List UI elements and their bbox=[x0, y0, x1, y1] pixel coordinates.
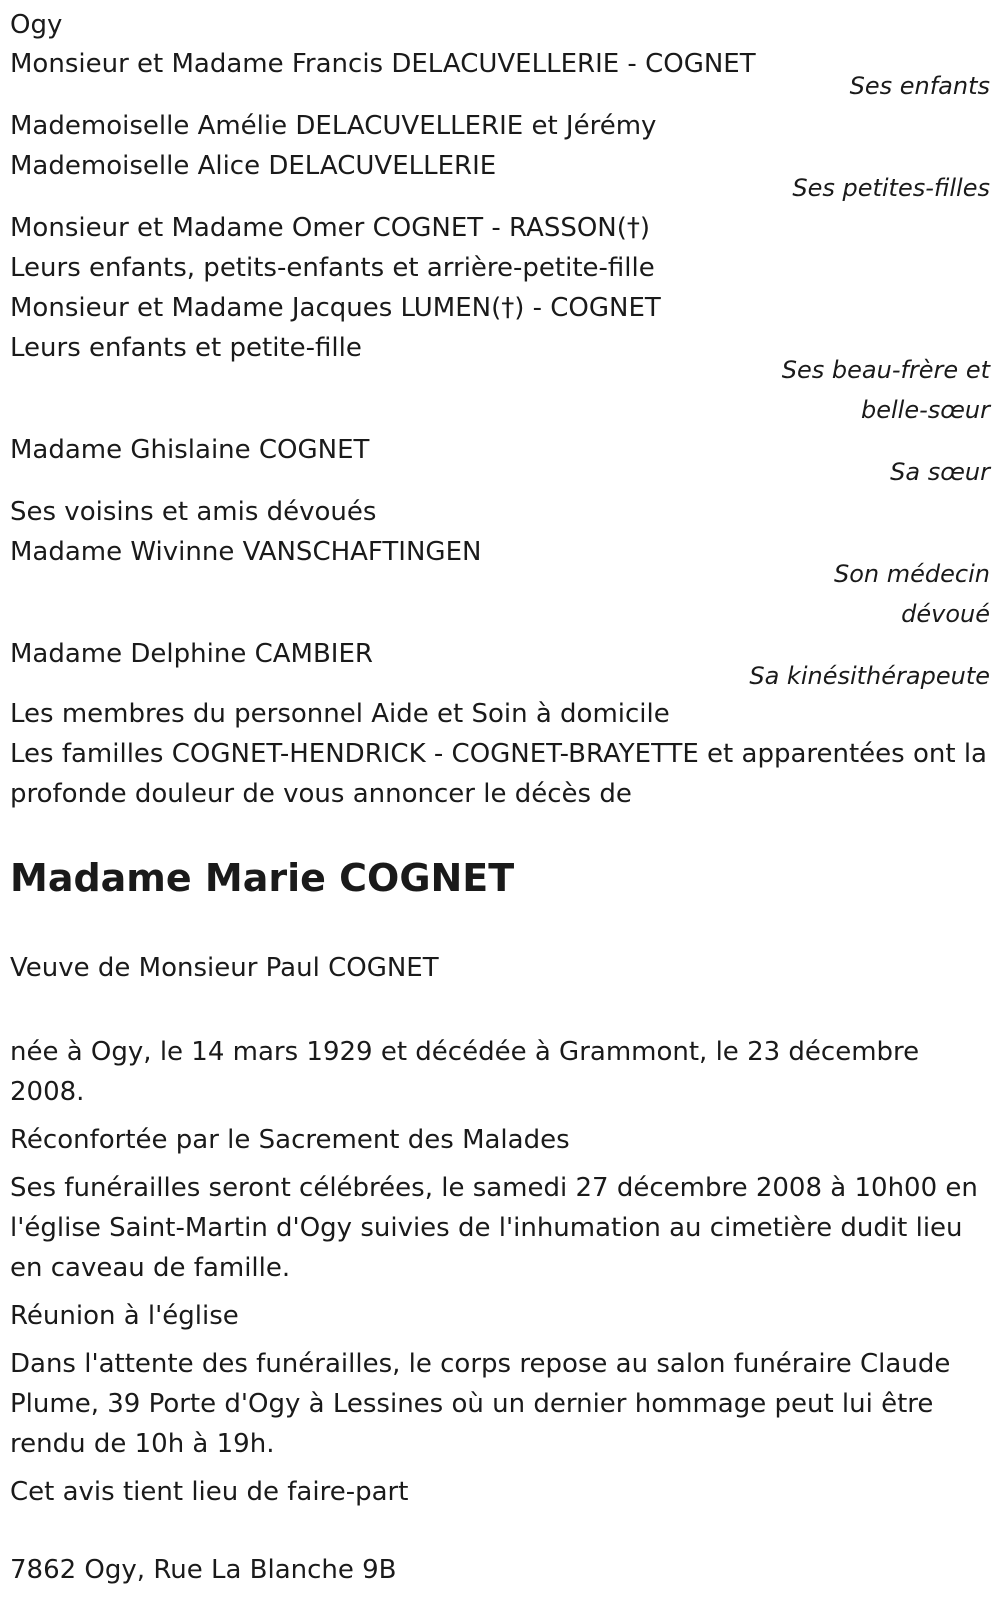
family-line: Mademoiselle Alice DELACUVELLERIE bbox=[10, 151, 497, 181]
family-line: Mademoiselle Amélie DELACUVELLERIE et Jérémy bbox=[10, 111, 657, 141]
family-line: Monsieur et Madame Omer COGNET - RASSON(†) bbox=[10, 213, 651, 243]
family-group-in-laws bbox=[10, 208, 992, 430]
funeral-details: Ses funérailles seront célébrées, le samedi 27 décembre 2008 à 10h00 en l'église Saint-Martin d'Ogy suivies de l'inhumation au cimetière dudit lieu en caveau de famille. bbox=[10, 1173, 978, 1283]
family-role: Son médecin bbox=[834, 560, 990, 588]
family-line: Leurs enfants, petits-enfants et arrière-petite-fille bbox=[10, 253, 655, 283]
village-name: Ogy bbox=[10, 10, 63, 40]
family-role: Ses petites-filles bbox=[792, 174, 990, 202]
family-group-granddaughters bbox=[10, 106, 992, 208]
family-line: Madame Delphine CAMBIER bbox=[10, 639, 373, 669]
family-group-doctor bbox=[10, 492, 992, 634]
family-line: Madame Wivinne VANSCHAFTINGEN bbox=[10, 537, 482, 567]
family-group-physio bbox=[10, 634, 992, 696]
family-line: Monsieur et Madame Francis DELACUVELLERIE - COGNET bbox=[10, 49, 756, 79]
address-line: 7862 Ogy, Rue La Blanche 9B bbox=[10, 1555, 397, 1585]
family-line: Ses voisins et amis dévoués bbox=[10, 497, 377, 527]
meeting-line: Réunion à l'église bbox=[10, 1301, 239, 1331]
widow-line: Veuve de Monsieur Paul COGNET bbox=[10, 953, 439, 983]
family-role: dévoué bbox=[901, 600, 990, 628]
rest-details: Dans l'attente des funérailles, le corps repose au salon funéraire Claude Plume, 39 Porte d'Ogy à Lessines où un dernier hommage peut lui être rendu de 10h à 19h. bbox=[10, 1349, 951, 1459]
family-line: Monsieur et Madame Jacques LUMEN(†) - COGNET bbox=[10, 293, 661, 323]
family-role: Sa kinésithérapeute bbox=[749, 662, 990, 690]
family-line: Madame Ghislaine COGNET bbox=[10, 435, 370, 465]
family-line: Leurs enfants et petite-fille bbox=[10, 333, 362, 363]
staff-line: Les membres du personnel Aide et Soin à domicile bbox=[10, 699, 670, 729]
family-role: Ses enfants bbox=[849, 72, 990, 100]
family-role: belle-sœur bbox=[860, 396, 990, 424]
family-role: Ses beau-frère et bbox=[781, 356, 990, 384]
family-group-sister bbox=[10, 430, 992, 492]
birth-death-line: née à Ogy, le 14 mars 1929 et décédée à Grammont, le 23 décembre 2008. bbox=[10, 1037, 920, 1107]
deceased-name: Madame Marie COGNET bbox=[10, 856, 515, 900]
family-group-children bbox=[10, 44, 992, 106]
obituary-notice bbox=[10, 0, 992, 1590]
families-announcement: Les familles COGNET-HENDRICK - COGNET-BRAYETTE et apparentées ont la profonde douleur de vous annoncer le décès de bbox=[10, 739, 987, 809]
family-role: Sa sœur bbox=[890, 458, 990, 486]
sacrament-line: Réconfortée par le Sacrement des Malades bbox=[10, 1125, 570, 1155]
notice-line: Cet avis tient lieu de faire-part bbox=[10, 1477, 409, 1507]
